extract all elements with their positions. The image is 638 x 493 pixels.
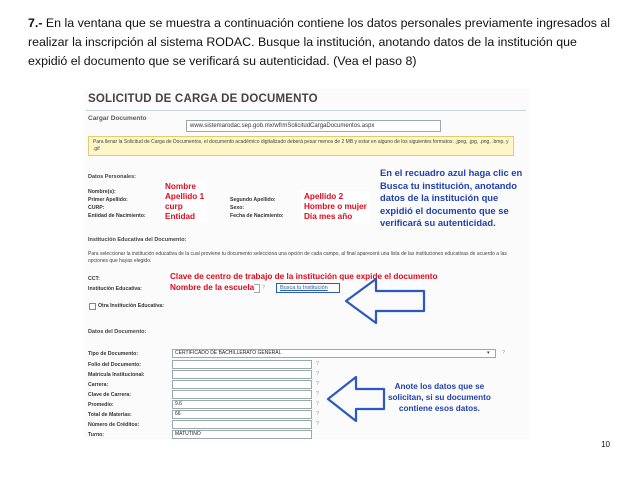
label-total-materias: Total de Materias: bbox=[88, 412, 132, 418]
label-folio: Folio del Documento: bbox=[88, 362, 142, 368]
annotation-search-instructions bbox=[380, 167, 522, 230]
label-fecha: Fecha de Nacimiento: bbox=[230, 213, 284, 219]
label-creditos: Número de Créditos: bbox=[88, 422, 140, 428]
label-primer-apellido: Primer Apellido: bbox=[88, 197, 128, 203]
creditos-input[interactable] bbox=[172, 420, 312, 429]
annotation-line: contiene esos datos. bbox=[398, 404, 480, 413]
label-institucion: Institución Educativa: bbox=[88, 286, 142, 292]
institution-help: Para seleccionar la institución educativa de la cual proviene tu documento selecciona una opción de cada campo, al final aparecerá una lista de las instituciones educativas de acuerdo a las opciones que hayas elegido. bbox=[88, 251, 507, 264]
annotation-school-name: Nombre de la escuela bbox=[170, 283, 255, 292]
annotation-line: Día mes año bbox=[304, 212, 353, 221]
annotation-line: expidió el documento que se bbox=[380, 204, 509, 216]
help-icon[interactable]: ? bbox=[316, 421, 320, 427]
annotation-line: verificará su autenticidad. bbox=[380, 217, 496, 228]
instruction-text: En la ventana que se muestra a continuación contiene los datos personales previamente ingresados al realizar la inscripción al sistema RODAC. Busque la institución, anotando datos de la institución que expidió el documento que se verificará su autenticidad. (Vea el paso 8) bbox=[28, 16, 611, 68]
label-matricula: Matrícula Institucional: bbox=[88, 372, 145, 378]
label-carrera: Carrera: bbox=[88, 382, 109, 388]
help-icon[interactable]: ? bbox=[502, 350, 506, 356]
annotation-personal-right bbox=[301, 191, 370, 223]
help-icon[interactable]: ? bbox=[316, 401, 320, 407]
label-otra-institucion: Otra Institución Educativa: bbox=[98, 303, 165, 309]
help-icon[interactable]: ? bbox=[316, 411, 320, 417]
help-icon[interactable]: ? bbox=[316, 371, 320, 377]
personal-section-title: Datos Personales: bbox=[88, 174, 136, 180]
help-icon[interactable]: ? bbox=[316, 391, 320, 397]
form-subtitle: Cargar Documento bbox=[88, 115, 147, 122]
label-entidad: Entidad de Nacimiento: bbox=[88, 213, 146, 219]
folio-input[interactable] bbox=[172, 360, 312, 369]
label-turno: Turno: bbox=[88, 432, 105, 438]
label-sexo: Sexo: bbox=[230, 205, 245, 211]
annotation-line: datos de la institución que bbox=[380, 192, 499, 203]
annotation-cct: Clave de centro de trabajo de la institución que expide el documento bbox=[170, 272, 438, 281]
annotation-line: Hombre o mujer bbox=[304, 202, 367, 211]
label-curp: CURP: bbox=[88, 205, 105, 211]
annotation-line: En el recuadro azul haga clic en bbox=[380, 167, 523, 178]
instruction-paragraph bbox=[28, 14, 614, 71]
institution-section-title: Institución Educativa del Documento: bbox=[88, 237, 187, 243]
form-screenshot bbox=[84, 89, 529, 439]
annotation-line: curp bbox=[165, 202, 183, 211]
step-number: 7.- bbox=[28, 16, 43, 30]
form-title: SOLICITUD DE CARGA DE DOCUMENTO bbox=[88, 93, 318, 105]
matricula-input[interactable] bbox=[172, 370, 312, 379]
label-promedio: Promedio: bbox=[88, 402, 114, 408]
arrow-left-icon bbox=[328, 377, 384, 421]
other-institution-checkbox[interactable] bbox=[89, 303, 96, 310]
annotation-line: Busca tu institución, anotando bbox=[380, 179, 517, 191]
label-clave-carrera: Clave de Carrera: bbox=[88, 392, 131, 398]
annotation-line: Anote los datos que se bbox=[394, 382, 485, 391]
search-institution-link[interactable]: Busca tu Institución bbox=[280, 285, 328, 291]
annotation-line: solicitan, si su documento bbox=[388, 393, 491, 402]
materias-input[interactable]: 66 bbox=[172, 410, 312, 419]
help-icon[interactable]: ? bbox=[262, 285, 266, 291]
title-divider bbox=[86, 110, 526, 111]
document-section-title: Datos del Documento: bbox=[88, 329, 147, 335]
format-notice: Para llenar la Solicitud de Carga de Documentos, el documento académico digitalizado deberá pesar menos de 2 MB y estar en alguno de los siguientes formatos: .jpeg, .jpg, .png, .bmp, y .gif bbox=[88, 136, 514, 156]
clave-carrera-input[interactable] bbox=[172, 390, 312, 399]
chevron-down-icon: ▾ bbox=[487, 350, 490, 356]
annotation-document-instructions bbox=[388, 381, 491, 414]
label-segundo-apellido: Segundo Apellido: bbox=[230, 197, 276, 203]
annotation-line: Nombre bbox=[165, 182, 196, 191]
promedio-input[interactable]: 9.6 bbox=[172, 400, 312, 409]
annotation-line: Entidad bbox=[165, 212, 196, 221]
annotation-line: Apellido 1 bbox=[165, 192, 205, 201]
label-cct: CCT: bbox=[88, 276, 100, 282]
arrow-left-icon bbox=[346, 279, 424, 323]
turno-input[interactable]: MATUTINO bbox=[172, 430, 312, 439]
help-icon[interactable]: ? bbox=[316, 361, 320, 367]
help-icon[interactable]: ? bbox=[316, 381, 320, 387]
page-number: 10 bbox=[601, 440, 610, 449]
annotation-personal-left bbox=[162, 181, 207, 223]
annotation-line: Apellido 2 bbox=[304, 192, 344, 201]
url-bar[interactable]: www.sistemarodac.sep.gob.mx/wfrmSolicitudCargaDocumentos.aspx bbox=[186, 120, 441, 132]
document-type-select[interactable]: CERTIFICADO DE BACHILLERATO GENERAL bbox=[172, 349, 496, 358]
label-tipo-documento: Tipo de Documento: bbox=[88, 351, 139, 357]
carrera-input[interactable] bbox=[172, 380, 312, 389]
label-nombres: Nombre(s): bbox=[88, 189, 116, 195]
